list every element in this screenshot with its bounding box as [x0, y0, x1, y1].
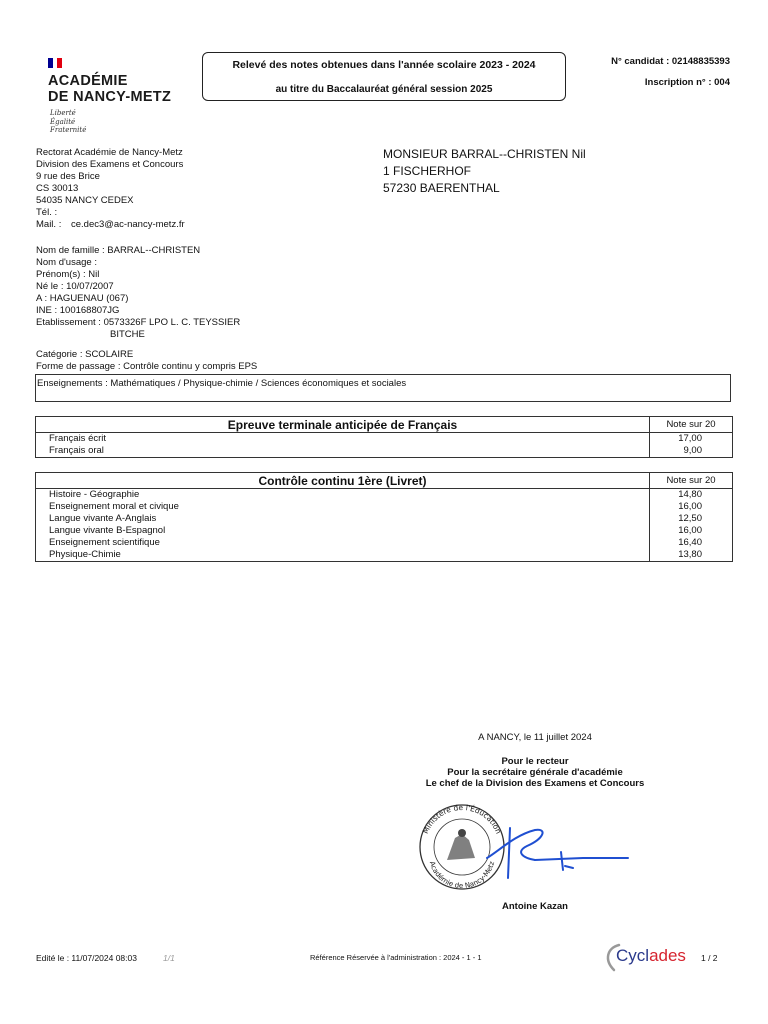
- note-header: Note sur 20: [650, 473, 733, 489]
- specialties-box: [35, 374, 731, 402]
- table-row: Physique-Chimie 13,80: [36, 549, 733, 562]
- table-row: Histoire - Géographie 14,80: [36, 489, 733, 502]
- table-row: Français écrit 17,00: [36, 433, 733, 446]
- academy-name-line1: ACADÉMIE: [48, 73, 128, 89]
- marianne-flag-icon: [48, 58, 62, 68]
- note-header: Note sur 20: [650, 417, 733, 433]
- official-stamp-icon: [420, 803, 504, 890]
- establishment-city: BITCHE: [110, 329, 145, 340]
- signatory-name: Antoine Kazan: [502, 901, 568, 912]
- specialties: Enseignements : Mathématiques / Physique-chimie / Sciences économiques et sociales: [37, 378, 407, 389]
- table-row: Français oral 9,00: [36, 445, 733, 458]
- recipient-address: MONSIEUR BARRAL--CHRISTEN Nil 1 FISCHERHOF 57230 BAERENTHAL: [383, 147, 586, 195]
- svg-text:Académie de Nancy-Metz: Académie de Nancy-Metz: [427, 860, 497, 891]
- table-title: Contrôle continu 1ère (Livret): [36, 473, 650, 489]
- student-info: Nom de famille : BARRAL--CHRISTEN Nom d'usage : Prénom(s) : Nil Né le : 10/07/2007 A : HAGUENAU (067) INE : 100168807JG Etablissement : 0573326F LPO L. C. TEYSSIER BITCHE: [36, 245, 241, 340]
- academy-name-line2: DE NANCY-METZ: [48, 89, 172, 105]
- french-exam-table: [35, 416, 733, 458]
- exam-mode: Forme de passage : Contrôle continu y compris EPS: [36, 361, 258, 372]
- document-title-box: [202, 52, 566, 101]
- svg-text:Ministère de l'Éducation: Ministère de l'Éducation: [420, 802, 504, 836]
- table-row: Langue vivante B-Espagnol 16,00: [36, 525, 733, 537]
- student-category: Catégorie : SCOLAIRE: [36, 349, 134, 360]
- sender-mail-row: Mail. : ce.dec3@ac-nancy-metz.fr: [36, 219, 185, 230]
- document-title: Relevé des notes obtenues dans l'année scolaire 2023 - 2024: [232, 59, 536, 71]
- inscription-number: Inscription n° : 004: [644, 77, 730, 88]
- table-title: Epreuve terminale anticipée de Français: [36, 417, 650, 433]
- table-row: Langue vivante A-Anglais 12,50: [36, 513, 733, 525]
- republic-motto: Liberté Égalité Fraternité: [50, 109, 87, 134]
- table-row: Enseignement moral et civique 16,00: [36, 501, 733, 513]
- place-date: A NANCY, le 11 juillet 2024: [478, 732, 592, 743]
- cyclades-wordmark: Cyclades: [616, 946, 686, 965]
- table-row: Enseignement scientifique 16,40: [36, 537, 733, 549]
- admin-reference: Référence Réservée à l'administration : 2024 - 1 - 1: [310, 953, 482, 962]
- handwritten-signature-icon: [487, 828, 628, 878]
- sender-address: Rectorat Académie de Nancy-Metz Division des Examens et Concours 9 rue des Brice CS 30013 54035 NANCY CEDEX Tél. : Mail. : ce.dec3@ac-nancy-metz.fr: [36, 147, 185, 230]
- sender-mail: ce.dec3@ac-nancy-metz.fr: [70, 219, 185, 230]
- document-subtitle: au titre du Baccalauréat général session 2025: [275, 84, 493, 95]
- edited-date: Edité le : 11/07/2024 08:03: [36, 953, 137, 963]
- sender-tel: Tél. :: [36, 207, 58, 218]
- candidate-number: N° candidat : 02148835393: [611, 56, 730, 67]
- page-number: 1 / 2: [701, 953, 718, 963]
- official-stamp-and-signature: [415, 800, 645, 895]
- signatory-titles: Pour le recteur Pour la secrétaire générale d'académie Le chef de la Division des Examens et Concours: [425, 756, 645, 789]
- continuous-assessment-table: [35, 472, 733, 562]
- page-mark: 1/1: [163, 953, 175, 963]
